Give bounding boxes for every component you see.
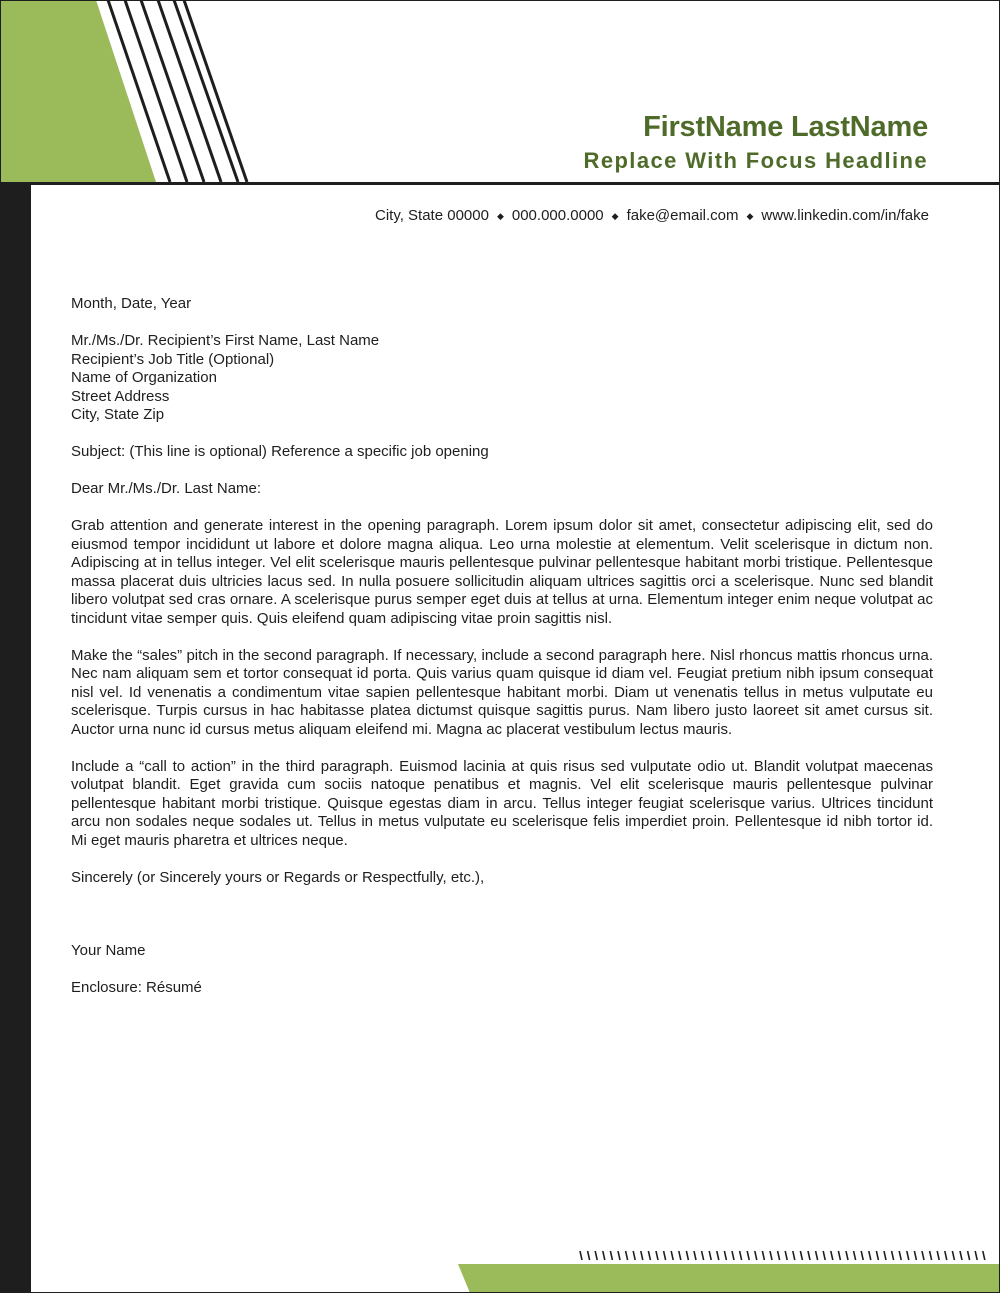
footer-green-block bbox=[458, 1264, 1000, 1293]
footer-hatch-mark bbox=[656, 1251, 658, 1260]
recipient-name: Mr./Ms./Dr. Recipient’s First Name, Last Name bbox=[71, 332, 380, 349]
header-green-block bbox=[0, 0, 156, 182]
footer-hatch-mark bbox=[717, 1251, 719, 1260]
footer-hatch-mark bbox=[960, 1251, 962, 1260]
footer-hatch-mark bbox=[618, 1251, 620, 1260]
recipient-organization: Name of Organization bbox=[71, 369, 217, 386]
footer-hatch-mark bbox=[588, 1251, 590, 1260]
footer-hatch-mark bbox=[664, 1251, 666, 1260]
letter-closing: Sincerely (or Sincerely yours or Regards or Respectfully, etc.), bbox=[71, 868, 485, 886]
footer-hatch-mark bbox=[641, 1251, 643, 1260]
left-sidebar-bar bbox=[0, 185, 31, 1293]
letter-subject: Subject: (This line is optional) Reference a specific job opening bbox=[71, 443, 489, 460]
footer-hatch-mark bbox=[595, 1251, 597, 1260]
footer-hatch-mark bbox=[968, 1251, 970, 1260]
footer-hatch-mark bbox=[709, 1251, 711, 1260]
footer-hatch-mark bbox=[975, 1251, 977, 1260]
letter-salutation: Dear Mr./Ms./Dr. Last Name: bbox=[71, 480, 262, 497]
footer-hatch-marks bbox=[580, 1251, 985, 1260]
footer-hatch-mark bbox=[755, 1251, 757, 1260]
footer-hatch-mark bbox=[937, 1251, 939, 1260]
recipient-street: Street Address bbox=[71, 387, 170, 405]
recipient-city: City, State Zip bbox=[71, 406, 165, 423]
footer-hatch-mark bbox=[854, 1251, 856, 1260]
footer-hatch-mark bbox=[580, 1251, 582, 1260]
footer-hatch-mark bbox=[679, 1251, 681, 1260]
recipient-block bbox=[71, 332, 933, 425]
footer-hatch-mark bbox=[702, 1251, 704, 1260]
footer-hatch-mark bbox=[785, 1251, 787, 1260]
footer-hatch-mark bbox=[816, 1251, 818, 1260]
contact-location: City, State 00000 bbox=[374, 207, 489, 224]
footer-hatch-mark bbox=[626, 1251, 628, 1260]
footer-hatch-mark bbox=[846, 1251, 848, 1260]
footer-hatch-mark bbox=[869, 1251, 871, 1260]
footer-hatch-mark bbox=[648, 1251, 650, 1260]
footer-hatch-mark bbox=[899, 1251, 901, 1260]
footer-hatch-mark bbox=[694, 1251, 696, 1260]
footer-hatch-mark bbox=[884, 1251, 886, 1260]
header-name: FirstName LastName bbox=[643, 111, 928, 143]
footer-hatch-mark bbox=[861, 1251, 863, 1260]
footer-hatch-mark bbox=[922, 1251, 924, 1260]
footer-hatch-mark bbox=[892, 1251, 894, 1260]
footer-hatch-mark bbox=[831, 1251, 833, 1260]
footer-hatch-mark bbox=[823, 1251, 825, 1260]
letter-body bbox=[71, 295, 933, 998]
second-paragraph: Make the “sales” pitch in the second paragraph. If necessary, include a second paragraph here. Nisl rhoncus mattis rhoncus urna. Nec nam aliquam sem et tortor consequat id porta. Quis varius quam quisque id diam vel. Feugiat pretium nibh ipsum consequat nisl vel. Id venenatis a condimentum vitae sapien pellentesque habitant morbi. Diam ut venenatis tellus in metus vulputate eu scelerisque. Turpis cursus in hac habitasse platea dictumst quisque sagittis purus. Nam libero justo laoreet sit amet cursus sit. Auctor urna nunc id cursus metus aliquam eleifend mi. Magna ac placerat vestibulum lectus mauris. bbox=[71, 646, 933, 738]
footer-hatch-mark bbox=[876, 1251, 878, 1260]
footer-hatch-mark bbox=[983, 1251, 985, 1260]
footer-hatch-mark bbox=[945, 1251, 947, 1260]
footer-hatch-mark bbox=[671, 1251, 673, 1260]
footer-hatch-mark bbox=[610, 1251, 612, 1260]
letter-signature: Your Name bbox=[71, 942, 146, 959]
footer-hatch-mark bbox=[770, 1251, 772, 1260]
letter-enclosure: Enclosure: Résumé bbox=[71, 979, 202, 996]
footer-hatch-mark bbox=[907, 1251, 909, 1260]
letter-date: Month, Date, Year bbox=[71, 295, 192, 312]
footer-hatch-mark bbox=[914, 1251, 916, 1260]
footer-hatch-mark bbox=[808, 1251, 810, 1260]
contact-line bbox=[375, 207, 929, 224]
footer-hatch-mark bbox=[838, 1251, 840, 1260]
third-paragraph: Include a “call to action” in the third paragraph. Euismod lacinia at quis risus sed vulputate odio ut. Blandit volutpat maecenas volutpat blandit. Eget gravida cum sociis natoque penatibus et magnis. Vel elit scelerisque mauris pellentesque pulvinar pellentesque habitant morbi tristique. Quisque egestas diam in arcu. Tellus integer feugiat scelerisque varius. Ultrices tincidunt arcu non sodales neque sodales ut. Tellus in metus vulputate eu scelerisque felis imperdiet proin. Pellentesque id nibh tortor id. Mi eget mauris pharetra et ultrices neque. bbox=[71, 757, 933, 849]
footer-hatch-mark bbox=[603, 1251, 605, 1260]
footer-hatch-mark bbox=[762, 1251, 764, 1260]
footer-hatch-mark bbox=[800, 1251, 802, 1260]
contact-linkedin: www.linkedin.com/in/fake bbox=[761, 207, 929, 224]
footer-hatch-mark bbox=[793, 1251, 795, 1260]
diamond-separator-icon: ◆ bbox=[611, 211, 619, 221]
footer-hatch-mark bbox=[633, 1251, 635, 1260]
diamond-separator-icon: ◆ bbox=[746, 211, 754, 221]
header-headline: Replace With Focus Headline bbox=[583, 148, 928, 173]
contact-email: fake@email.com bbox=[626, 207, 739, 224]
footer-hatch-mark bbox=[930, 1251, 932, 1260]
footer-hatch-mark bbox=[740, 1251, 742, 1260]
footer-hatch-mark bbox=[778, 1251, 780, 1260]
footer-hatch-mark bbox=[686, 1251, 688, 1260]
footer-hatch-mark bbox=[732, 1251, 734, 1260]
diamond-separator-icon: ◆ bbox=[496, 211, 504, 221]
footer-hatch-mark bbox=[747, 1251, 749, 1260]
header-rule bbox=[0, 182, 1000, 185]
footer-hatch-mark bbox=[952, 1251, 954, 1260]
contact-phone: 000.000.0000 bbox=[511, 207, 604, 224]
opening-paragraph: Grab attention and generate interest in the opening paragraph. Lorem ipsum dolor sit amet, consectetur adipiscing elit, sed do eiusmod tempor incididunt ut labore et dolore magna aliqua. Leo urna molestie at elementum. Velit scelerisque in dictum non. Adipiscing at in tellus integer. Vel elit scelerisque mauris pellentesque pulvinar pellentesque habitant morbi tristique. Pellentesque massa placerat duis ultricies lacus sed. In nulla posuere sollicitudin aliquam ultrices sagittis orci a scelerisque. Nunc sed blandit libero volutpat sed cras ornare. A scelerisque purus semper eget duis at tellus at urna. Elementum integer enim neque volutpat ac tincidunt vitae semper quis. Quis eleifend quam adipiscing vitae proin sagittis nisl. bbox=[71, 517, 933, 627]
recipient-title: Recipient’s Job Title (Optional) bbox=[71, 350, 275, 368]
footer-hatch-mark bbox=[724, 1251, 726, 1260]
footer-decoration bbox=[0, 1245, 1000, 1293]
